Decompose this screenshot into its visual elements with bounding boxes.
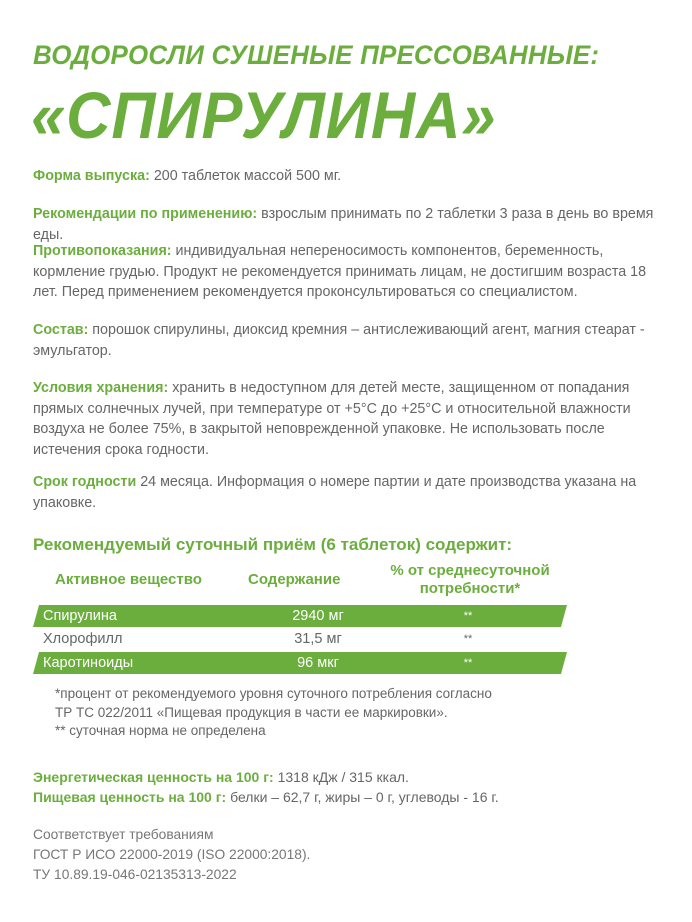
shelf-life [33,472,673,513]
product-subtitle: ВОДОРОСЛИ СУШЕНЫЕ ПРЕССОВАННЫЕ: [33,40,600,70]
usage-recommendations [33,204,673,245]
row-content: 96 мкг [297,655,339,671]
row-substance: Каротиноиды [43,655,134,671]
table-row [33,605,567,627]
table-row [33,628,567,650]
food-label: Пищевая ценность на 100 г: [33,789,227,805]
footnote-1-line-2: ТР ТС 022/2011 «Пищевая продукция в части ее маркировки». [55,705,448,720]
contraindications [33,241,673,303]
compliance-block [33,825,310,885]
shelf-life-label: Срок годности [33,474,137,490]
header-content: Содержание [248,571,341,588]
release-form [33,166,673,187]
energy-value [33,767,409,787]
composition-text: порошок спирулины, диоксид кремния – антислеживающий агент, магния стеарат - эмульгатор. [33,322,645,359]
shelf-life-text: 24 месяца. Информация о номере партии и дате производства указана на упаковке. [33,474,637,511]
table-row [33,652,567,674]
row-content: 2940 мг [292,608,344,624]
row-substance: Хлорофилл [43,631,123,647]
row-content: 31,5 мг [294,631,342,647]
footnote-1-line-1: *процент от рекомендуемого уровня суточного потребления согласно [55,686,492,701]
release-form-text: 200 таблеток массой 500 мг. [149,168,342,184]
compliance-line-3: ТУ 10.89.19-046-02135313-2022 [33,867,237,882]
food-text: белки – 62,7 г, жиры – 0 г, углеводы - 16 г. [226,789,499,805]
row-percent: ** [463,657,473,669]
header-percent: % от среднесуточной потребности* [390,562,550,597]
footnote-2: ** суточная норма не определена [55,723,266,738]
usage-label: Рекомендации по применению: [33,206,258,222]
row-percent: ** [463,633,473,645]
product-title: «СПИРУЛИНА» [31,78,497,152]
energy-text: 1318 кДж / 315 ккал. [273,769,409,785]
row-substance: Спирулина [43,608,117,624]
daily-intake-title: Рекомендуемый суточный приём (6 таблеток) содержит: [33,535,513,554]
food-value [33,787,499,807]
contraindications-text: индивидуальная непереносимость компонентов, беременность, кормление грудью. Продукт не рекомендуется принимать лицам, не достигшим возраста 18 лет. Перед применением рекомендуется проконсультироваться со специалистом. [33,243,647,300]
storage-text: хранить в недоступном для детей месте, защищенном от попадания прямых солнечных лучей, при температуре от +5°C до +25°C и относительной влажности воздуха не более 75%, в закрытой неповрежденной упаковке. Не использовать после истечения срока годности. [33,380,631,458]
usage-text: взрослым принимать по 2 таблетки 3 раза в день во время еды. [33,206,654,243]
storage-label: Условия хранения: [33,380,169,396]
row-percent: ** [463,610,473,622]
header-substance: Активное вещество [55,571,202,588]
composition [33,320,673,361]
compliance-line-2: ГОСТ Р ИСО 22000-2019 (ISO 22000:2018). [33,847,311,862]
release-form-label: Форма выпуска: [33,168,150,184]
compliance-line-1: Соответствует требованиям [33,827,214,842]
composition-label: Состав: [33,322,89,338]
energy-label: Энергетическая ценность на 100 г: [33,769,274,785]
contraindications-label: Противопоказания: [33,243,172,259]
storage-conditions [33,378,673,460]
